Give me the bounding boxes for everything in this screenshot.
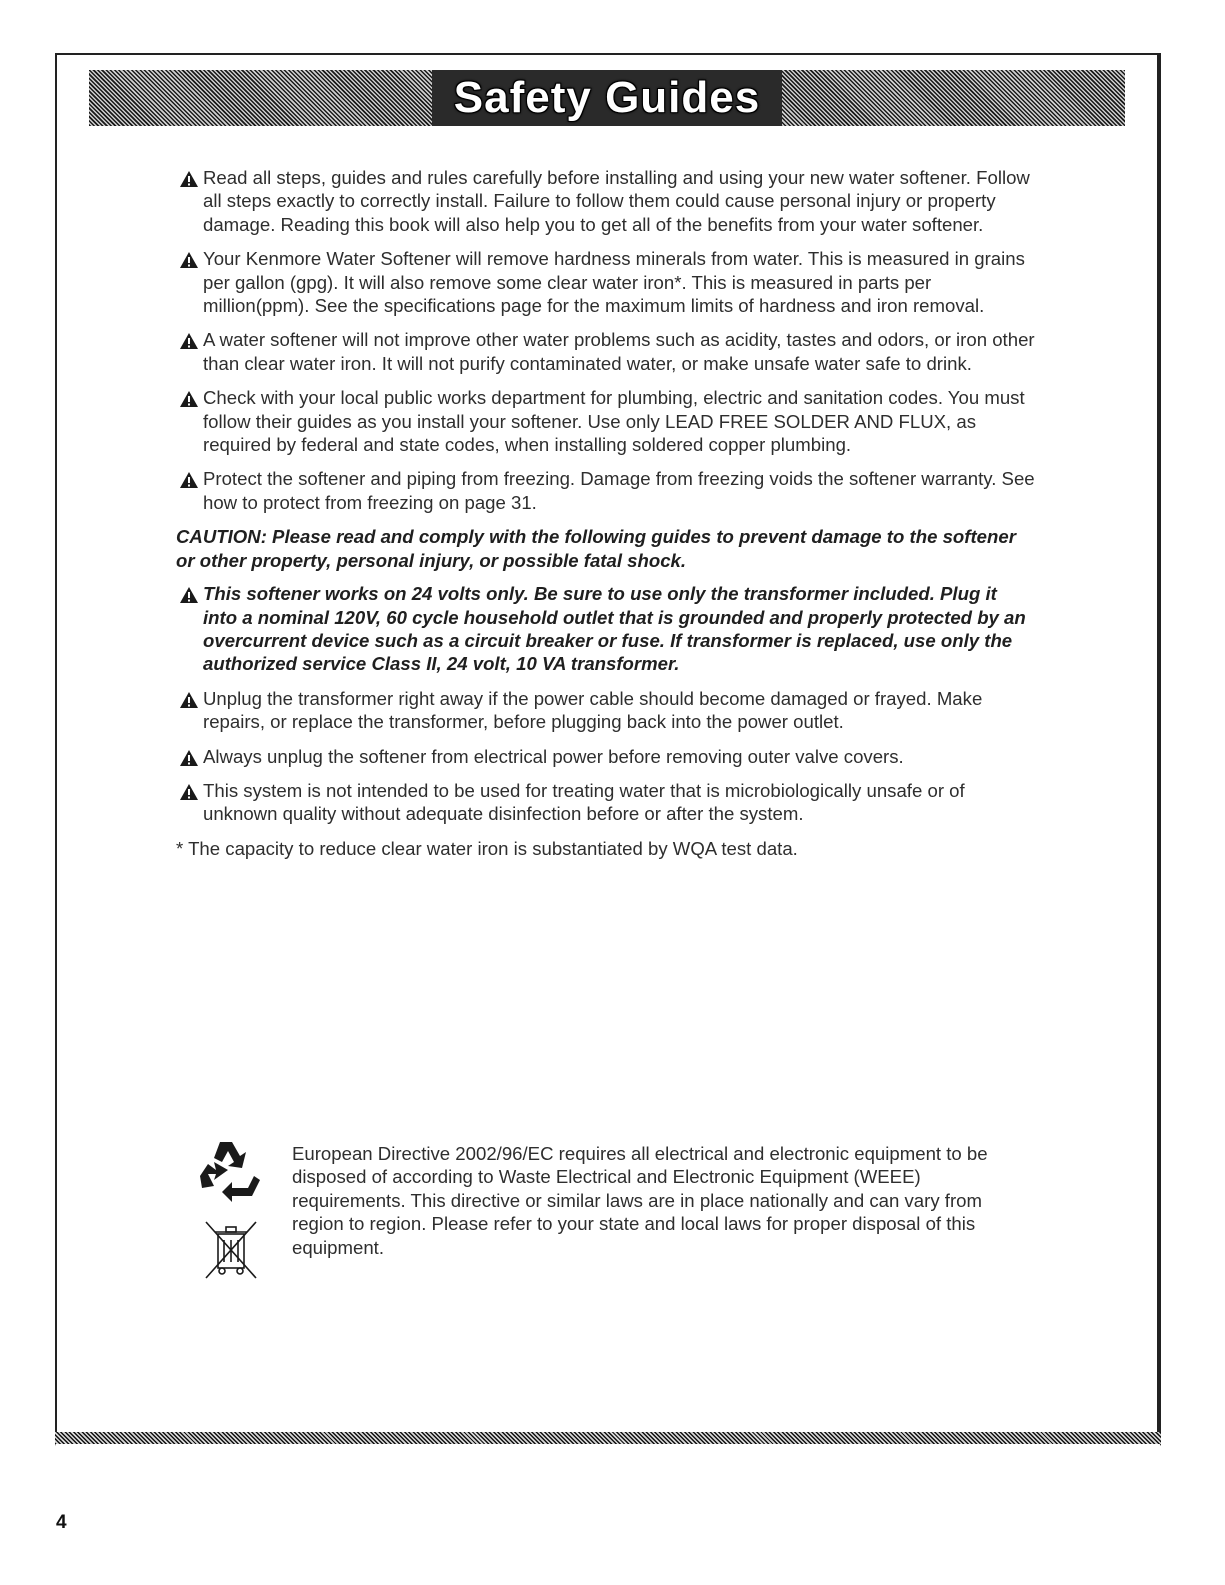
warning-triangle-icon <box>179 332 199 350</box>
page-number: 4 <box>56 1512 67 1533</box>
crossed-out-bin-icon <box>202 1218 260 1282</box>
safety-content <box>176 166 1036 860</box>
title-banner <box>89 70 1125 126</box>
warning-triangle-icon <box>179 390 199 408</box>
recycle-icon <box>192 1136 262 1206</box>
safety-item-9 <box>176 779 1036 826</box>
iron-footnote: * The capacity to reduce clear water iron is substantiated by WQA test data. <box>176 837 798 859</box>
safety-item-6 <box>176 582 1036 676</box>
warning-triangle-icon <box>179 783 199 801</box>
warning-triangle-icon <box>179 471 199 489</box>
frame-bottom-band <box>55 1432 1161 1444</box>
safety-item-8 <box>176 745 1036 768</box>
safety-item-4 <box>176 386 1036 456</box>
safety-item-text: Protect the softener and piping from freezing. Damage from freezing voids the softener warranty. See how to protect from freezing on page 31. <box>203 468 1035 513</box>
warning-triangle-icon <box>179 586 199 604</box>
weee-notice: European Directive 2002/96/EC requires all electrical and electronic equipment to be disposed of according to Waste Electrical and Electronic Equipment (WEEE) requirements. This directive or similar laws are in place nationally and can vary from region to region. Please refer to your state and local laws for proper disposal of this equipment. <box>292 1143 988 1258</box>
safety-item-3 <box>176 328 1036 375</box>
safety-item-text: Unplug the transformer right away if the power cable should become damaged or frayed. Make repairs, or replace the transformer, before plugging back into the power outlet. <box>203 687 983 733</box>
safety-item-2 <box>176 247 1036 317</box>
safety-item-5 <box>176 467 1036 514</box>
safety-item-text: A water softener will not improve other water problems such as acidity, tastes and odors, or iron other than clear water iron. It will not purify contaminated water, or make unsafe water safe to drink. <box>203 329 1035 374</box>
warning-triangle-icon <box>179 251 199 269</box>
page-title: Safety Guides <box>432 70 782 126</box>
safety-item-text: This system is not intended to be used for treating water that is microbiologically unsafe or of unknown quality without adequate disinfection before or after the system. <box>203 779 965 825</box>
warning-triangle-icon <box>179 749 199 767</box>
caution-statement: CAUTION: Please read and comply with the following guides to prevent damage to the softener or other property, personal injury, or possible fatal shock. <box>176 526 1016 571</box>
warning-triangle-icon <box>179 170 199 188</box>
safety-item-text: This softener works on 24 volts only. Be sure to use only the transformer included. Plug it into a nominal 120V, 60 cycle household outlet that is grounded and properly protected by an overcurrent device such as a circuit breaker or fuse. If transformer is replaced, use only the authorized service Class II, 24 volt, 10 VA transformer. <box>203 583 1026 675</box>
warning-triangle-icon <box>179 691 199 709</box>
safety-item-1 <box>176 166 1036 236</box>
safety-item-7 <box>176 687 1036 734</box>
safety-item-text: Your Kenmore Water Softener will remove hardness minerals from water. This is measured in grains per gallon (gpg). It will also remove some clear water iron*. This is measured in parts per million(ppm). See the specifications page for the maximum limits of hardness and iron removal. <box>203 248 1025 317</box>
safety-item-text: Check with your local public works department for plumbing, electric and sanitation codes. You must follow their guides as you install your softener. Use only LEAD FREE SOLDER AND FLUX, as required by federal and state codes, when installing soldered copper plumbing. <box>203 387 1025 456</box>
safety-item-text: Read all steps, guides and rules carefully before installing and using your new water softener. Follow all steps exactly to correctly install. Failure to follow them could cause personal injury or property damage. Reading this book will also help you to get all of the benefits from your water softener. <box>203 167 1030 235</box>
safety-item-text: Always unplug the softener from electrical power before removing outer valve covers. <box>203 745 904 767</box>
